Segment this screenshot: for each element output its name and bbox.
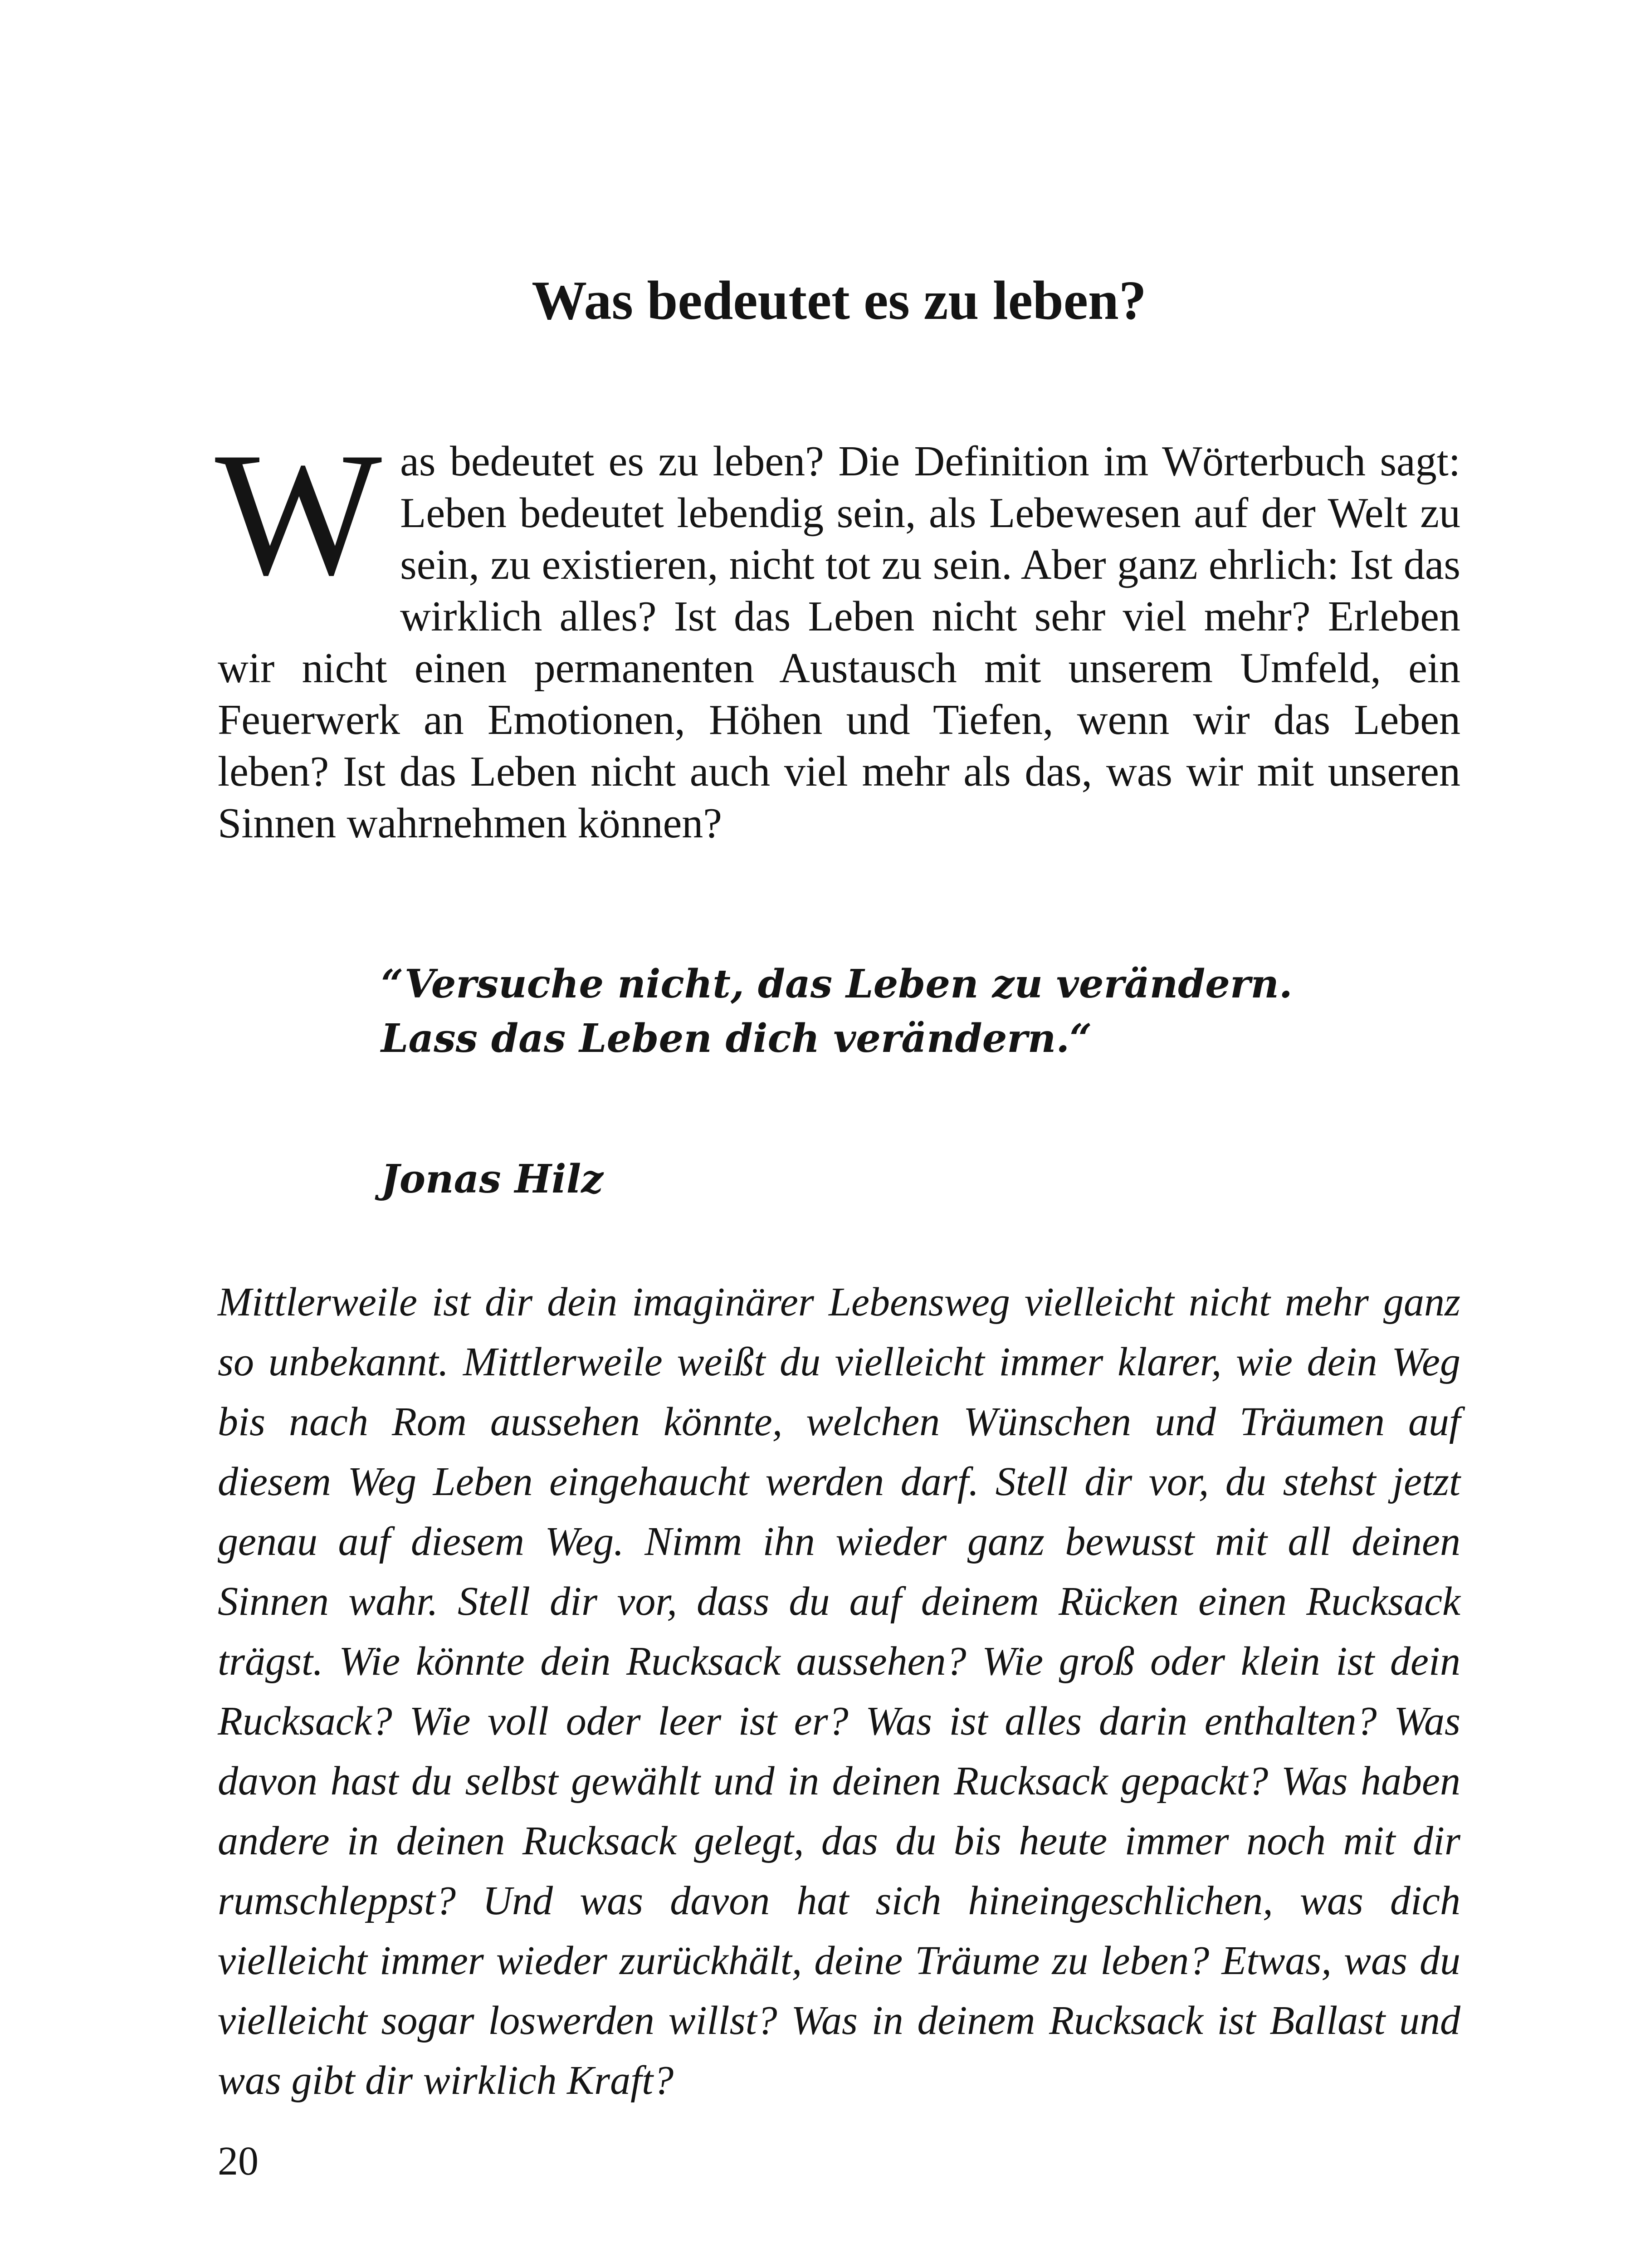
page-number: 20 (218, 2139, 259, 2184)
exercise-paragraph: Mittlerweile ist dir dein imaginärer Lebensweg vielleicht nicht mehr ganz so unbekannt. Mittlerweile weißt du vielleicht immer klarer, wie dein Weg bis nach Rom aussehen könnte, welchen Wünschen und Träumen auf diesem Weg Leben eingehaucht werden darf. Stell dir vor, du stehst jetzt genau auf diesem Weg. Nimm ihn wieder ganz bewusst mit all deinen Sinnen wahr. Stell dir vor, dass du auf deinem Rücken einen Rucksack trägst. Wie könnte dein Rucksack aussehen? Wie groß oder klein ist dein Rucksack? Wie voll oder leer ist er? Was ist alles darin enthalten? Was davon hast du selbst gewählt und in deinen Rucksack gepackt? Was haben andere in deinen Rucksack gelegt, das du bis heute immer noch mit dir rumschleppst? Und was davon hat sich hineingeschlichen, was dich vielleicht immer wieder zurückhält, deine Träume zu leben? Etwas, was du vielleicht sogar loswerden willst? Was in deinem Rucksack ist Ballast und was gibt dir wirklich Kraft? (218, 1280, 1460, 2103)
chapter-title: Was bedeutet es zu leben? (532, 270, 1147, 331)
quote-line-1: “Versuche nicht, das Leben zu verändern. (381, 961, 1293, 1007)
quote-block (381, 957, 1460, 1207)
quote-author: Jonas Hilz (381, 1156, 604, 1202)
intro-text: as bedeutet es zu leben? Die Definition im Wörterbuch sagt: Leben bedeutet lebendig sein, als Lebewesen auf der Welt zu sein, zu existieren, nicht tot zu sein. Aber ganz ehrlich: Ist das wirklich alles? Ist das Leben nicht sehr viel mehr? Erleben wir nicht einen permanenten Austausch mit unserem Umfeld, ein Feuerwerk an Emotionen, Höhen und Tiefen, wenn wir das Leben leben? Ist das Leben nicht auch viel mehr als das, was wir mit unseren Sinnen wahrnehmen können? (218, 438, 1460, 847)
intro-paragraph (215, 416, 1460, 849)
quote-line-2: Lass das Leben dich verändern.“ (381, 1016, 1092, 1061)
drop-cap: W (215, 416, 382, 612)
